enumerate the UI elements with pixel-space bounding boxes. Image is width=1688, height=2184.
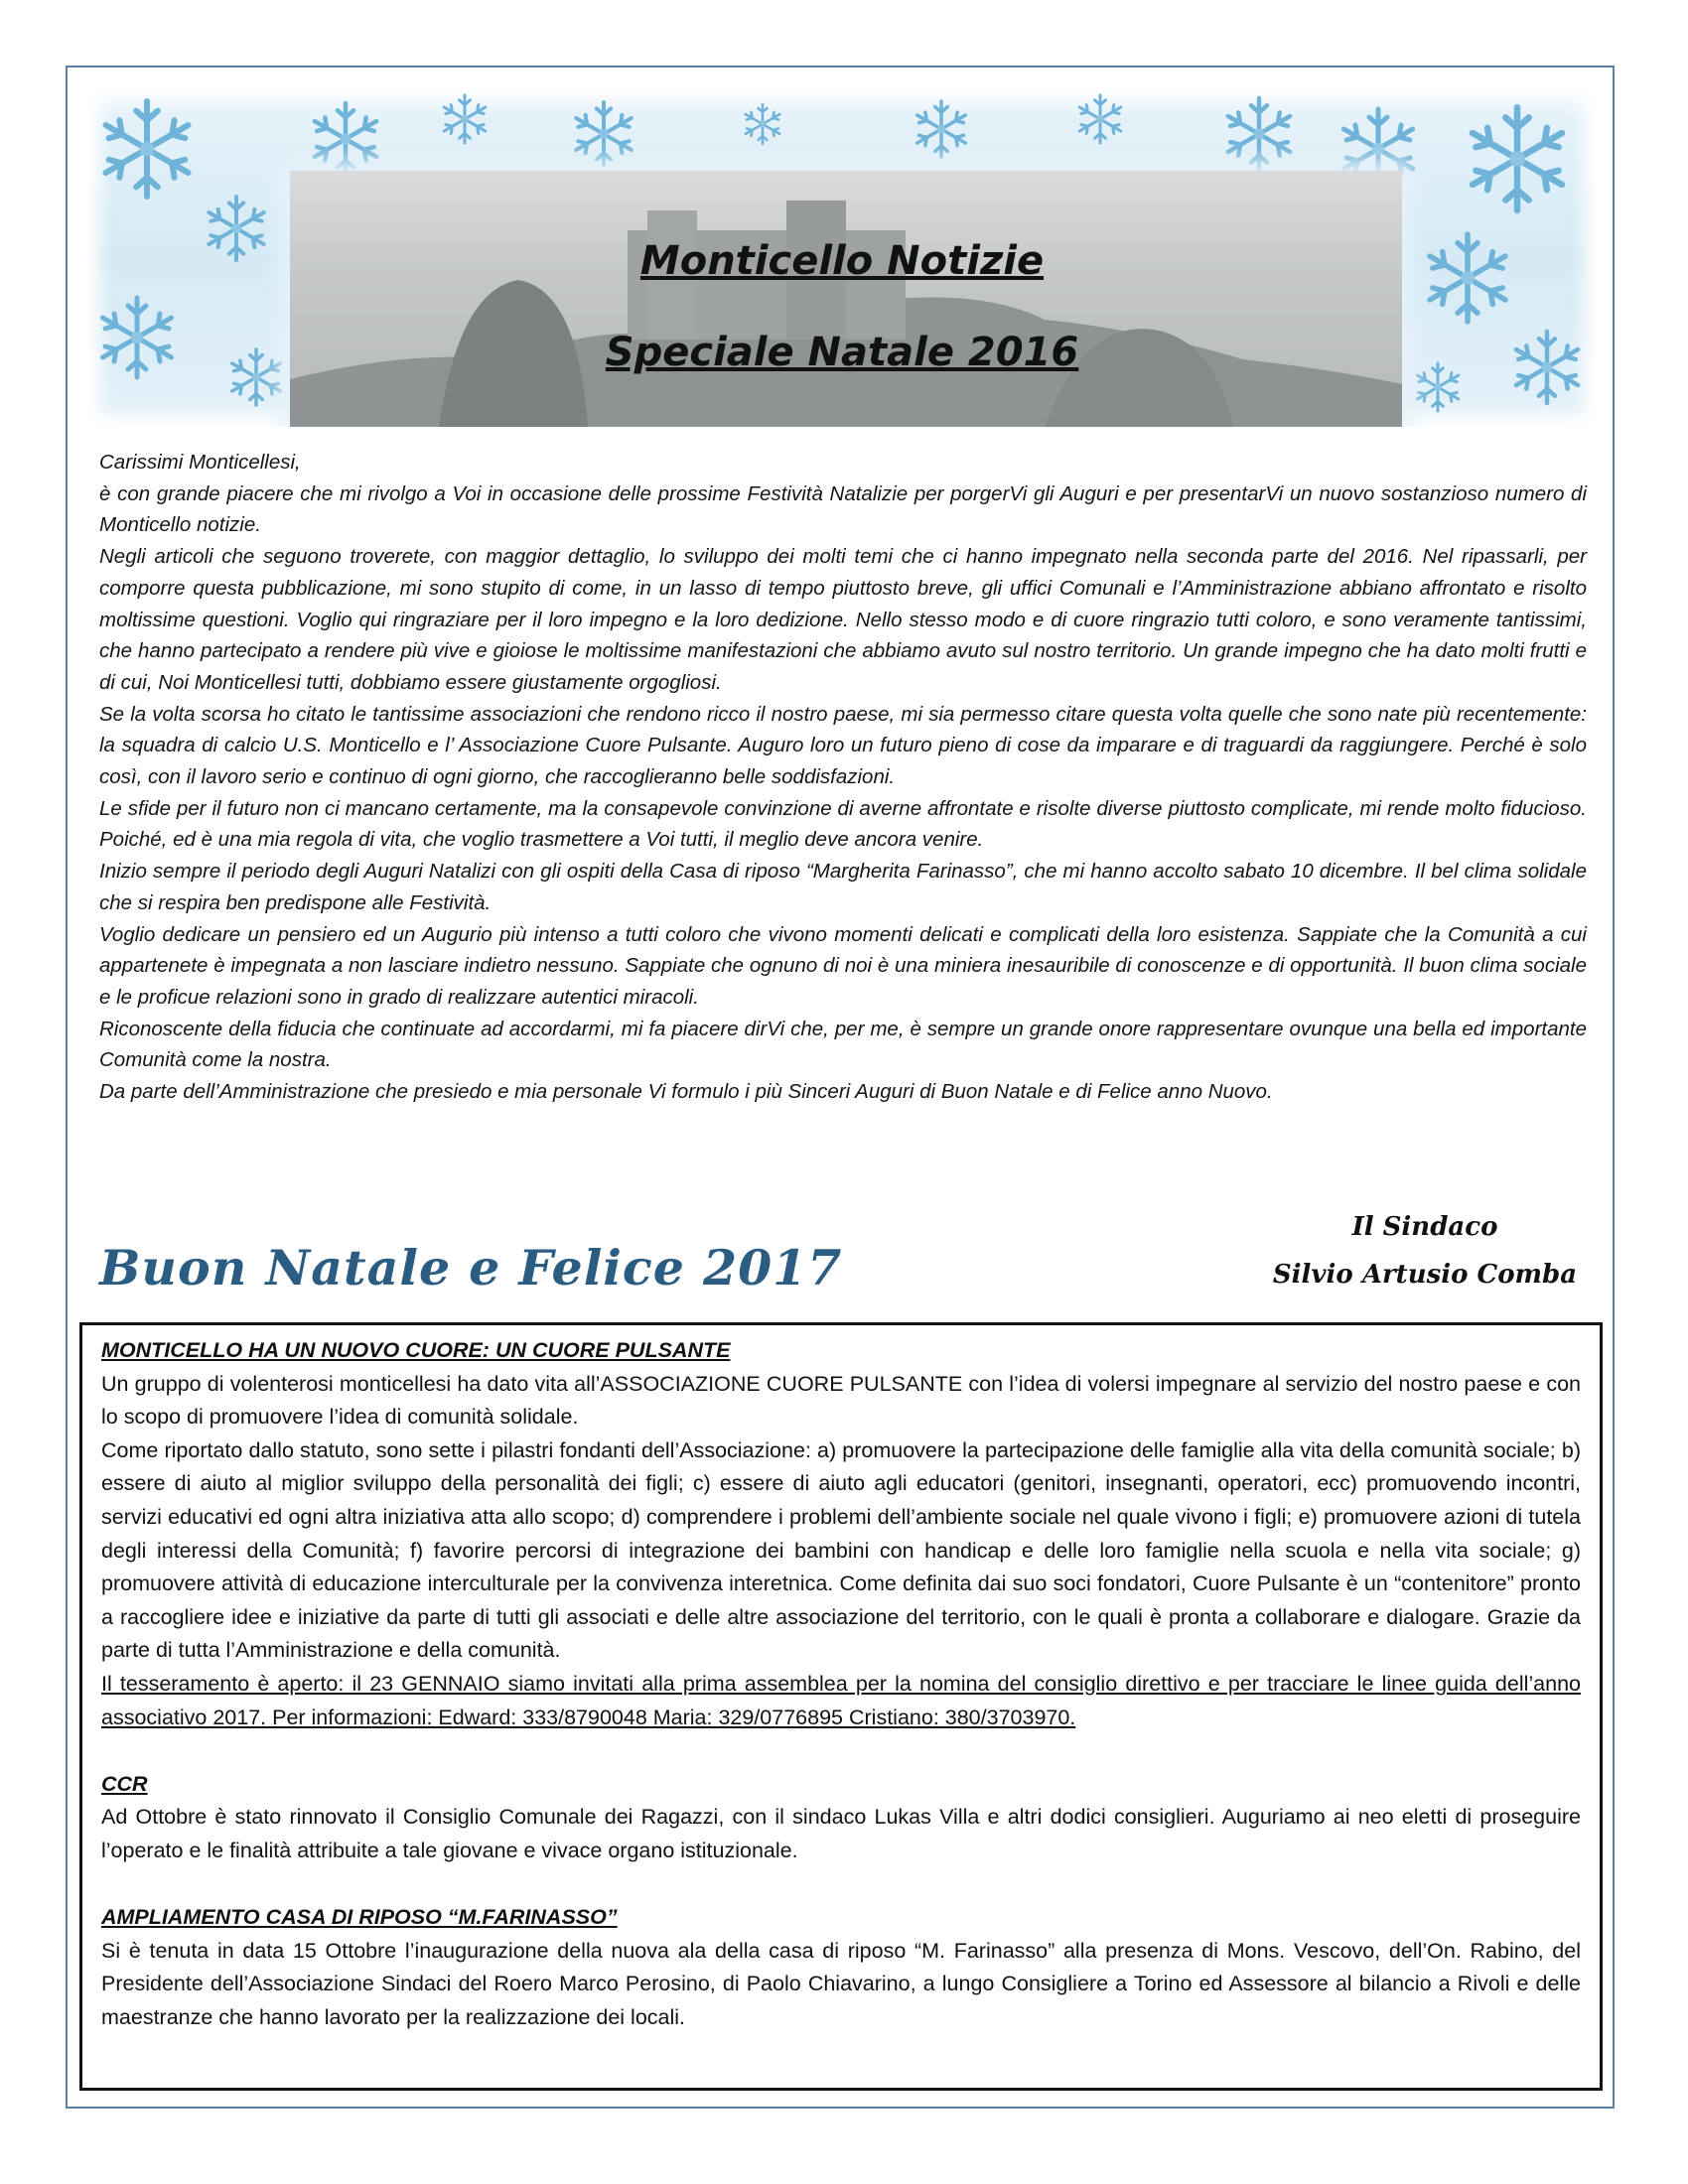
newsletter-title: Monticello Notizie [639, 238, 1045, 284]
letter-paragraph: Voglio dedicare un pensiero ed un Augurio più intenso a tutti coloro che vivono momenti delicati e complicati della loro esistenza. Sappiate che la Comunità a cui appartenete è impegnata a non lasciare indietro nessuno. Sappiate che ognuno di noi è una miniera inesauribile di conoscenze e di opportunità. Il buon clima sociale e le proficue relazioni sono in grado di realizzare autentici miracoli. [99, 922, 1587, 1009]
letter-paragraph: Riconoscente della fiducia che continuate ad accordarmi, mi fa piacere dirVi che, per me, è sempre un grande onore rappresentare ovunque una bella ed importante Comunità come la nostra. [99, 1017, 1587, 1072]
mayor-letter [99, 447, 1587, 1108]
article-paragraph: Un gruppo di volenterosi monticellesi ha dato vita all’ASSOCIAZIONE CUORE PULSANTE con l’idea di volersi impegnare al servizio del nostro paese e con lo scopo di promuovere l’idea di comunità solidale. [101, 1371, 1581, 1430]
signature-name: Silvio Artusio Comba [1272, 1260, 1578, 1290]
letter-paragraph: Da parte dell’Amministrazione che presiedo e mia personale Vi formulo i più Sinceri Auguri di Buon Natale e di Felice anno Nuovo. [99, 1080, 1273, 1104]
letter-paragraph: Se la volta scorsa ho citato le tantissime associazioni che rendono ricco il nostro paese, mi sia permesso citare questa volta quelle che sono nate più recentemente: la squadra di calcio U.S. Monticello e l’ Associazione Cuore Pulsante. Auguro loro un futuro pieno di cose da imparare e di traguardi da raggiungere. Perché è solo così, con il lavoro serio e continuo di ogni giorno, che raccoglieranno belle soddisfazioni. [99, 702, 1587, 789]
letter-paragraph: è con grande piacere che mi rivolgo a Voi in occasione delle prossime Festività Natalizie per porgerVi gli Auguri e per presentarVi un nuovo sostanzioso numero di Monticello notizie. [99, 481, 1587, 537]
article-title: AMPLIAMENTO CASA DI RIPOSO “M.FARINASSO” [101, 1905, 618, 1930]
signature [1231, 1203, 1618, 1298]
letter-paragraph: Carissimi Monticellesi, [99, 451, 301, 474]
newsletter-subtitle: Speciale Natale 2016 [605, 330, 1079, 375]
signature-role: Il Sindaco [1351, 1212, 1498, 1242]
letter-paragraph: Inizio sempre il periodo degli Auguri Natalizi con gli ospiti della Casa di riposo “Margherita Farinasso”, che mi hanno accolto sabato 10 dicembre. Il bel clima solidale che si respira ben predispone alle Festività. [99, 860, 1587, 914]
castle-photo [290, 171, 1402, 427]
letter-paragraph: Le sfide per il futuro non ci mancano certamente, ma la consapevole convinzione di averne affrontate e risolte diverse piuttosto complicate, mi rende molto fiducioso. Poiché, ed è una mia regola di vita, che voglio trasmettere a Voi tutti, il meglio deve ancora venire. [99, 796, 1587, 852]
article-title: CCR [101, 1771, 148, 1796]
article-paragraph: Come riportato dallo statuto, sono sette i pilastri fondanti dell’Associazione: a) promuovere la partecipazione delle famiglie alla vita della comunità sociale; b) essere di aiuto al miglior sviluppo della personalità dei figli; c) essere di aiuto agli educatori (genitori, insegnanti, operatori, ecc) promuovendo incontri, servizi educativi ed ogni altra iniziativa atta allo scopo; d) comprendere i problemi dell’ambiente sociale nel quale vivono i figli; e) promuovere azioni di tutela degli interessi della Comunità; f) favorire percorsi di integrazione dei bambini con handicap e delle loro famiglie nella scuola e nella vita sociale; g) promuovere attività di educazione interculturale per la convivenza interetnica. Come definita dai suo soci fondatori, Cuore Pulsante è un “contenitore” pronto a raccogliere idee e iniziative da parte di tutti gli associati e delle altre associazione del territorio, con le quali è pronta a collaborare e dialogare. Grazie da parte di tutta l’Amministrazione e della comunità. [101, 1437, 1581, 1663]
news-articles [101, 1334, 1581, 2034]
letter-paragraph: Negli articoli che seguono troverete, con maggior dettaglio, lo sviluppo dei molti temi che ci hanno impegnato nella seconda parte del 2016. Nel ripassarli, per comporre questa pubblicazione, mi sono stupito di come, in un lasso di tempo piuttosto breve, gli uffici Comunali e l’Amministrazione abbiano affrontato e risolto moltissime questioni. Voglio qui ringraziare per il loro impegno e la loro dedizione. Nello stesso modo e di cuore ringrazio tutti coloro, e sono veramente tantissimi, che hanno partecipato a rendere più vive e gioiose le moltissime manifestazioni che abbiamo avuto sul nostro territorio. Un grande impegno che ha dato molti frutti e di cui, Noi Monticellesi tutti, dobbiamo essere giustamente orgogliosi. [99, 545, 1587, 694]
header-banner [87, 89, 1597, 427]
article-paragraph: Si è tenuta in data 15 Ottobre l’inaugurazione della nuova ala della casa di riposo “M. Farinasso” alla presenza di Mons. Vescovo, dell’On. Rabino, del Presidente dell’Associazione Sindaci del Roero Marco Perosino, di Paolo Chiavarino, a lungo Consigliere a Torino ed Assessore al bilancio a Rivoli e delle maestranze che hanno lavorato per la realizzazione dei locali. [101, 1938, 1581, 2029]
article-paragraph: Ad Ottobre è stato rinnovato il Consiglio Comunale dei Ragazzi, con il sindaco Lukas Villa e altri dodici consiglieri. Auguriamo ai neo eletti di proseguire l’operato e le finalità attribuite a tale giovane e vivace organo istituzionale. [101, 1805, 1581, 1862]
holiday-greeting: Buon Natale e Felice 2017 [99, 1239, 843, 1297]
article-paragraph: Il tesseramento è aperto: il 23 GENNAIO siamo invitati alla prima assemblea per la nomina del consiglio direttivo e per tracciare le linee guida dell’anno associativo 2017. Per informazioni: Edward: 333/8790048 Maria: 329/0776895 Cristiano: 380/3703970. [101, 1671, 1581, 1729]
article-title: MONTICELLO HA UN NUOVO CUORE: UN CUORE PULSANTE [101, 1338, 731, 1362]
